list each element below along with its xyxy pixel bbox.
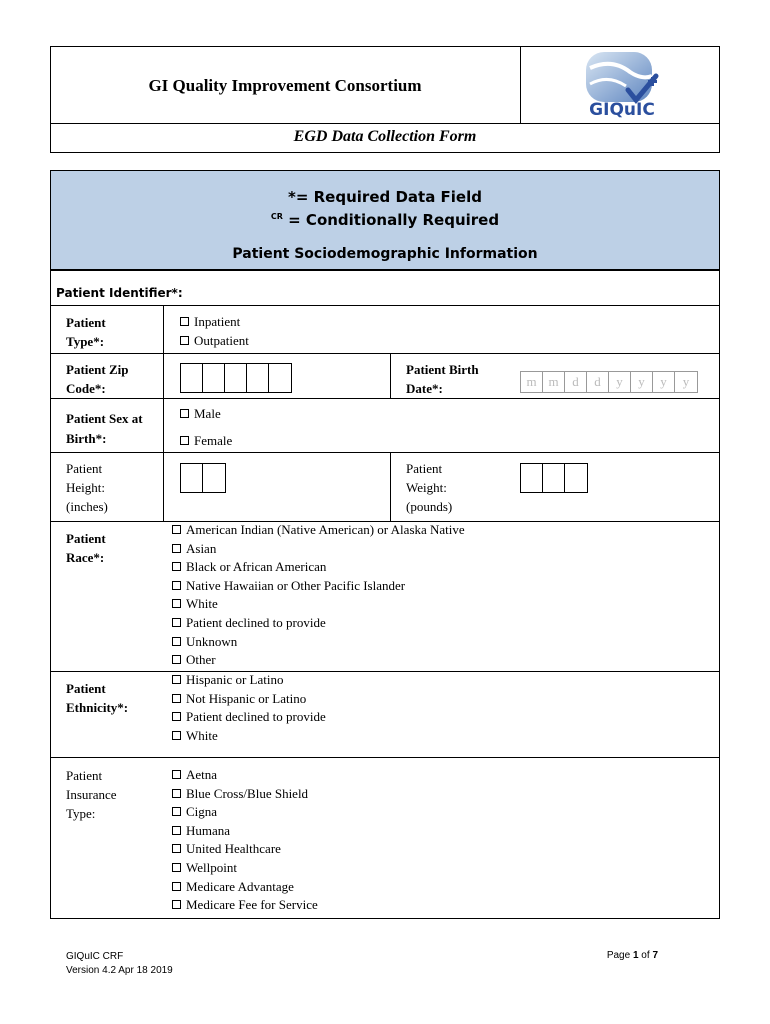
required-legend: *= Required Data Field bbox=[288, 188, 482, 206]
checkbox-icon[interactable] bbox=[172, 599, 181, 608]
insurance-label-2: Insurance bbox=[66, 787, 117, 802]
checkbox-icon[interactable] bbox=[180, 336, 189, 345]
checkbox-icon[interactable] bbox=[172, 694, 181, 703]
conditional-legend bbox=[50, 211, 720, 229]
option-label: White bbox=[186, 727, 218, 743]
option-label: United Healthcare bbox=[186, 841, 281, 857]
col-divider bbox=[163, 305, 164, 522]
col-divider bbox=[390, 452, 391, 522]
option-label: Native Hawaiian or Other Pacific Islander bbox=[186, 577, 406, 593]
zip-digit[interactable] bbox=[181, 364, 203, 392]
option-label: American Indian (Native American) or Alaska Native bbox=[186, 522, 465, 537]
page-number bbox=[560, 950, 658, 961]
race-option[interactable] bbox=[172, 633, 465, 652]
option-label: Black or African American bbox=[186, 559, 327, 575]
checkbox-icon[interactable] bbox=[172, 882, 181, 891]
insurance-option[interactable] bbox=[172, 896, 318, 915]
option-label: Unknown bbox=[186, 633, 238, 649]
zip-digit[interactable] bbox=[203, 364, 225, 392]
option-label: Medicare Fee for Service bbox=[186, 897, 318, 913]
height-label-1: Patient bbox=[66, 461, 103, 476]
checkbox-icon[interactable] bbox=[172, 789, 181, 798]
birth-label bbox=[406, 360, 479, 398]
zip-label-1: Patient Zip bbox=[66, 362, 129, 377]
insurance-label-3: Type: bbox=[66, 806, 96, 821]
ethnicity-option[interactable] bbox=[172, 671, 326, 690]
race-option[interactable] bbox=[172, 577, 465, 596]
checkbox-icon[interactable] bbox=[180, 436, 189, 445]
date-digit[interactable]: y bbox=[682, 374, 690, 389]
height-digit[interactable] bbox=[181, 464, 203, 492]
patient-type-label-2: Type*: bbox=[66, 334, 105, 349]
checkbox-icon[interactable] bbox=[172, 826, 181, 835]
race-option[interactable] bbox=[172, 651, 465, 670]
checkbox-icon[interactable] bbox=[172, 655, 181, 664]
option-label: Patient declined to provide bbox=[186, 614, 326, 630]
sex-label-2: Birth*: bbox=[66, 431, 107, 446]
weight-label bbox=[406, 459, 452, 516]
patient-type-options bbox=[180, 313, 249, 350]
sex-option-female[interactable] bbox=[180, 432, 232, 451]
option-label: Other bbox=[186, 652, 216, 668]
col-divider bbox=[390, 353, 391, 398]
date-digit[interactable]: y bbox=[653, 372, 675, 392]
patient-type-label-1: Patient bbox=[66, 315, 106, 330]
weight-label-3: (pounds) bbox=[406, 499, 453, 514]
option-label: Not Hispanic or Latino bbox=[186, 690, 307, 706]
checkbox-icon[interactable] bbox=[172, 863, 181, 872]
weight-digit[interactable] bbox=[565, 464, 587, 492]
insurance-option[interactable] bbox=[172, 822, 318, 841]
org-title: GI Quality Improvement Consortium bbox=[148, 76, 422, 95]
zip-digit[interactable] bbox=[247, 364, 269, 392]
date-digit[interactable]: m bbox=[521, 372, 543, 392]
option-label: Inpatient bbox=[194, 314, 241, 329]
conditional-text: = Conditionally Required bbox=[282, 211, 500, 229]
race-option[interactable] bbox=[172, 558, 465, 577]
height-label-2: Height: bbox=[66, 480, 105, 495]
insurance-option[interactable] bbox=[172, 878, 318, 897]
zip-label-2: Code*: bbox=[66, 381, 106, 396]
insurance-option[interactable] bbox=[172, 803, 318, 822]
checkbox-icon[interactable] bbox=[180, 409, 189, 418]
height-input[interactable] bbox=[180, 463, 226, 493]
conditional-superscript: CR bbox=[270, 212, 283, 221]
insurance-label-1: Patient bbox=[66, 768, 103, 783]
row-rule bbox=[50, 671, 720, 672]
race-option[interactable] bbox=[172, 595, 465, 614]
weight-label-1: Patient bbox=[406, 461, 443, 476]
form-title bbox=[50, 128, 720, 146]
checkbox-icon[interactable] bbox=[172, 900, 181, 909]
zip-label bbox=[66, 360, 128, 398]
checkbox-icon[interactable] bbox=[172, 712, 181, 721]
insurance-option[interactable] bbox=[172, 859, 318, 878]
patient-type-label bbox=[66, 313, 106, 351]
option-label: Aetna bbox=[186, 767, 218, 782]
checkbox-icon[interactable] bbox=[172, 675, 181, 684]
sex-option-male[interactable] bbox=[180, 405, 221, 424]
option-label: Asian bbox=[186, 540, 217, 556]
page-total: 7 bbox=[652, 950, 658, 961]
ethnicity-label-1: Patient bbox=[66, 681, 106, 696]
zip-digit[interactable] bbox=[225, 364, 247, 392]
race-label-2: Race*: bbox=[66, 550, 105, 565]
date-digit[interactable]: y bbox=[609, 372, 631, 392]
insurance-label bbox=[66, 766, 117, 823]
date-digit[interactable]: d bbox=[565, 372, 587, 392]
height-digit[interactable] bbox=[203, 464, 225, 492]
row-rule bbox=[50, 452, 720, 453]
weight-digit[interactable] bbox=[543, 464, 565, 492]
date-digit[interactable]: m bbox=[543, 372, 565, 392]
row-rule bbox=[50, 353, 720, 354]
giquic-logo bbox=[582, 50, 662, 122]
patient-identifier-label: Patient Identifier*: bbox=[56, 286, 183, 300]
insurance-options bbox=[172, 766, 318, 915]
checkbox-icon[interactable] bbox=[172, 544, 181, 553]
option-label: Hispanic or Latino bbox=[186, 672, 284, 687]
checkbox-icon[interactable] bbox=[172, 731, 181, 740]
race-label bbox=[66, 529, 106, 567]
header-rule bbox=[50, 123, 720, 124]
birth-label-2: Date*: bbox=[406, 381, 443, 396]
header-divider bbox=[520, 46, 521, 124]
race-option[interactable] bbox=[172, 521, 465, 540]
race-option[interactable] bbox=[172, 614, 465, 633]
insurance-option[interactable] bbox=[172, 840, 318, 859]
zip-input[interactable] bbox=[180, 363, 292, 393]
race-options bbox=[172, 521, 465, 670]
checkbox-icon[interactable] bbox=[172, 807, 181, 816]
race-label-1: Patient bbox=[66, 531, 106, 546]
patient-type-option[interactable] bbox=[180, 313, 249, 332]
insurance-option[interactable] bbox=[172, 766, 318, 785]
page-prefix: Page bbox=[606, 950, 633, 961]
date-digit[interactable]: d bbox=[587, 372, 609, 392]
ethnicity-option[interactable] bbox=[172, 708, 326, 727]
checkbox-icon[interactable] bbox=[172, 637, 181, 646]
option-label: Humana bbox=[186, 822, 231, 838]
sex-label bbox=[66, 409, 143, 449]
option-label: Medicare Advantage bbox=[186, 878, 294, 894]
weight-label-2: Weight: bbox=[406, 480, 447, 495]
option-label: Blue Cross/Blue Shield bbox=[186, 785, 309, 801]
sex-label-1: Patient Sex at bbox=[66, 411, 143, 426]
birth-date-input[interactable] bbox=[520, 371, 698, 393]
row-rule bbox=[50, 305, 720, 306]
checkbox-icon[interactable] bbox=[172, 844, 181, 853]
checkbox-icon[interactable] bbox=[172, 525, 181, 534]
birth-label-1: Patient Birth bbox=[406, 362, 479, 377]
option-label: Wellpoint bbox=[186, 859, 237, 875]
option-label: Female bbox=[194, 433, 233, 448]
weight-input[interactable] bbox=[520, 463, 588, 493]
ethnicity-label-2: Ethnicity*: bbox=[66, 700, 129, 715]
zip-digit[interactable] bbox=[269, 364, 291, 392]
patient-type-option[interactable] bbox=[180, 332, 249, 351]
row-rule bbox=[50, 398, 720, 399]
footer-crf: GIQuIC CRF bbox=[66, 951, 124, 962]
checkbox-icon[interactable] bbox=[172, 618, 181, 627]
option-label: Cigna bbox=[186, 804, 218, 820]
form-title-text: EGD Data Collection Form bbox=[293, 128, 477, 145]
option-label: White bbox=[186, 596, 218, 612]
ethnicity-option[interactable] bbox=[172, 690, 326, 709]
option-label: Patient declined to provide bbox=[186, 709, 326, 725]
height-label bbox=[66, 459, 108, 516]
page-of: of bbox=[638, 950, 653, 961]
ethnicity-options bbox=[172, 671, 326, 745]
race-option[interactable] bbox=[172, 540, 465, 559]
option-label: Male bbox=[194, 406, 221, 421]
insurance-option[interactable] bbox=[172, 785, 318, 804]
height-label-3: (inches) bbox=[66, 499, 108, 514]
checkbox-icon[interactable] bbox=[172, 770, 181, 779]
section-title: Patient Sociodemographic Information bbox=[232, 246, 538, 262]
checkbox-icon[interactable] bbox=[172, 562, 181, 571]
checkbox-icon[interactable] bbox=[172, 581, 181, 590]
weight-digit[interactable] bbox=[521, 464, 543, 492]
footer-version: Version 4.2 Apr 18 2019 bbox=[66, 965, 173, 976]
ethnicity-label bbox=[66, 679, 128, 717]
ethnicity-option[interactable] bbox=[172, 727, 326, 746]
logo-text: GIQuIC bbox=[589, 100, 655, 120]
checkbox-icon[interactable] bbox=[180, 317, 189, 326]
date-digit[interactable]: y bbox=[631, 372, 653, 392]
page-current: 1 bbox=[632, 950, 639, 961]
row-rule bbox=[50, 757, 720, 758]
footer-left bbox=[66, 950, 173, 978]
option-label: Outpatient bbox=[194, 332, 249, 348]
